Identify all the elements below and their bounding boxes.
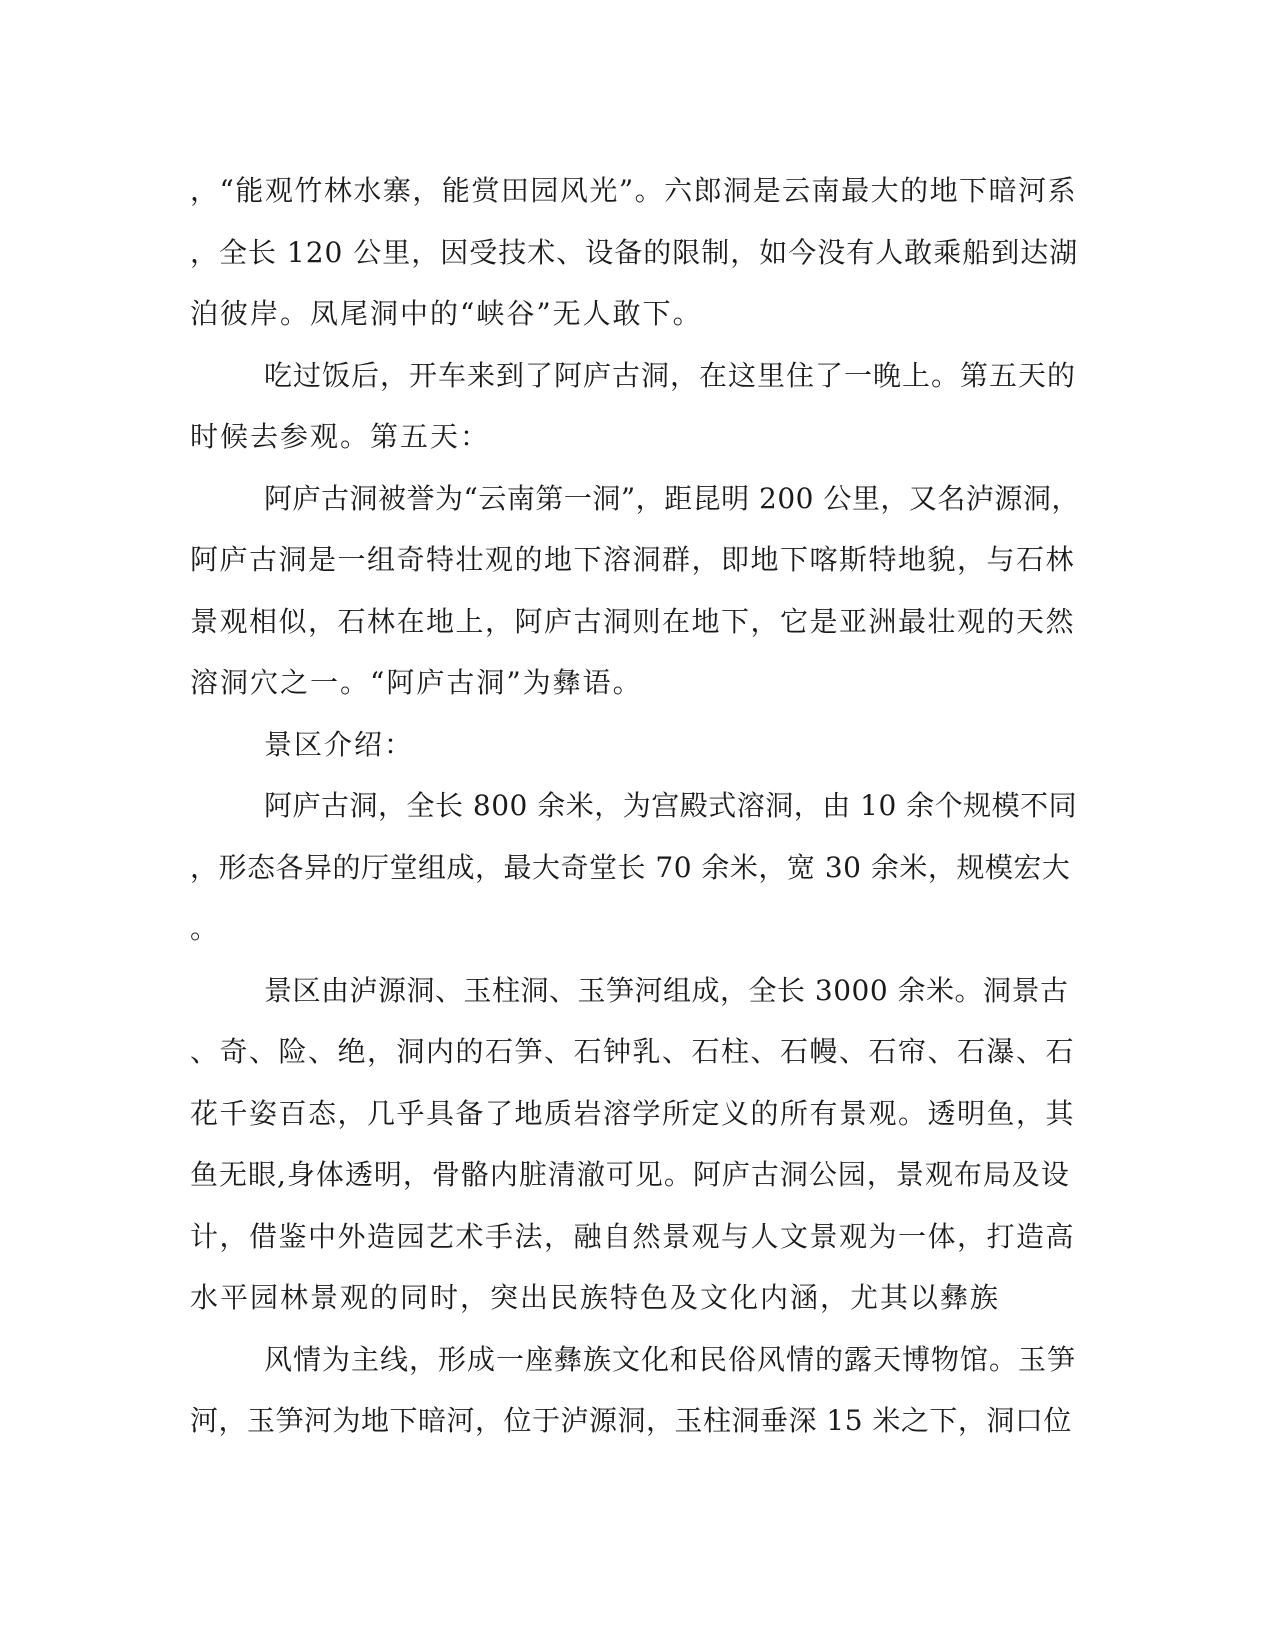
text-line: 风情为主线，形成一座彝族文化和民俗风情的露天博物馆。玉笋: [264, 1342, 1077, 1376]
text-line: 计，借鉴中外造园艺术手法，融自然景观与人文景观为一体，打造高: [190, 1219, 1076, 1253]
text-line: 时候去参观。第五天：: [190, 420, 491, 453]
text-line: 阿庐古洞，全长 800 余米，为宫殿式溶洞，由 10 余个规模不同: [264, 789, 1078, 822]
text-line: ，全长 120 公里，因受技术、设备的限制，如今没有人敢乘船到达湖: [190, 235, 1079, 269]
text-line: ，“能观竹林水寨，能赏田园风光”。六郎洞是云南最大的地下暗河系: [190, 174, 1078, 207]
text-line: 吃过饭后，开车来到了阿庐古洞，在这里住了一晚上。第五天的: [264, 358, 1077, 392]
text-line: 水平园林景观的同时，突出民族特色及文化内涵，尤其以彝族: [190, 1281, 1001, 1314]
text-line: 景观相似，石林在地上，阿庐古洞则在地下，它是亚洲最壮观的天然: [190, 604, 1076, 638]
text-line: 景区介绍：: [264, 727, 415, 761]
text-line: 、奇、险、绝，洞内的石笋、石钟乳、石柱、石幔、石帘、石瀑、石: [190, 1035, 1076, 1068]
document-body: [190, 160, 1080, 1452]
text-line: 河，玉笋河为地下暗河，位于泸源洞，玉柱洞垂深 15 米之下，洞口位: [190, 1404, 1072, 1437]
text-line: 鱼无眼,身体透明，骨骼内脏清澈可见。阿庐古洞公园，景观布局及设: [190, 1158, 1070, 1191]
text-line: 。: [190, 912, 221, 945]
text-line: 泊彼岸。凤尾洞中的“峡谷”无人敢下。: [190, 297, 703, 330]
text-line: 阿庐古洞被誉为“云南第一洞”，距昆明 200 公里，又名泸源洞，: [264, 481, 1080, 515]
text-line: 花千姿百态，几乎具备了地质岩溶学所定义的所有景观。透明鱼，其: [190, 1096, 1076, 1130]
text-line: ，形态各异的厅堂组成，最大奇堂长 70 余米，宽 30 余米，规模宏大: [190, 850, 1071, 884]
text-line: 阿庐古洞是一组奇特壮观的地下溶洞群，即地下喀斯特地貌，与石林: [190, 543, 1076, 576]
text-line: 溶洞穴之一。“阿庐古洞”为彝语。: [190, 666, 643, 699]
text-line: 景区由泸源洞、玉柱洞、玉笋河组成，全长 3000 余米。洞景古: [264, 973, 1069, 1007]
